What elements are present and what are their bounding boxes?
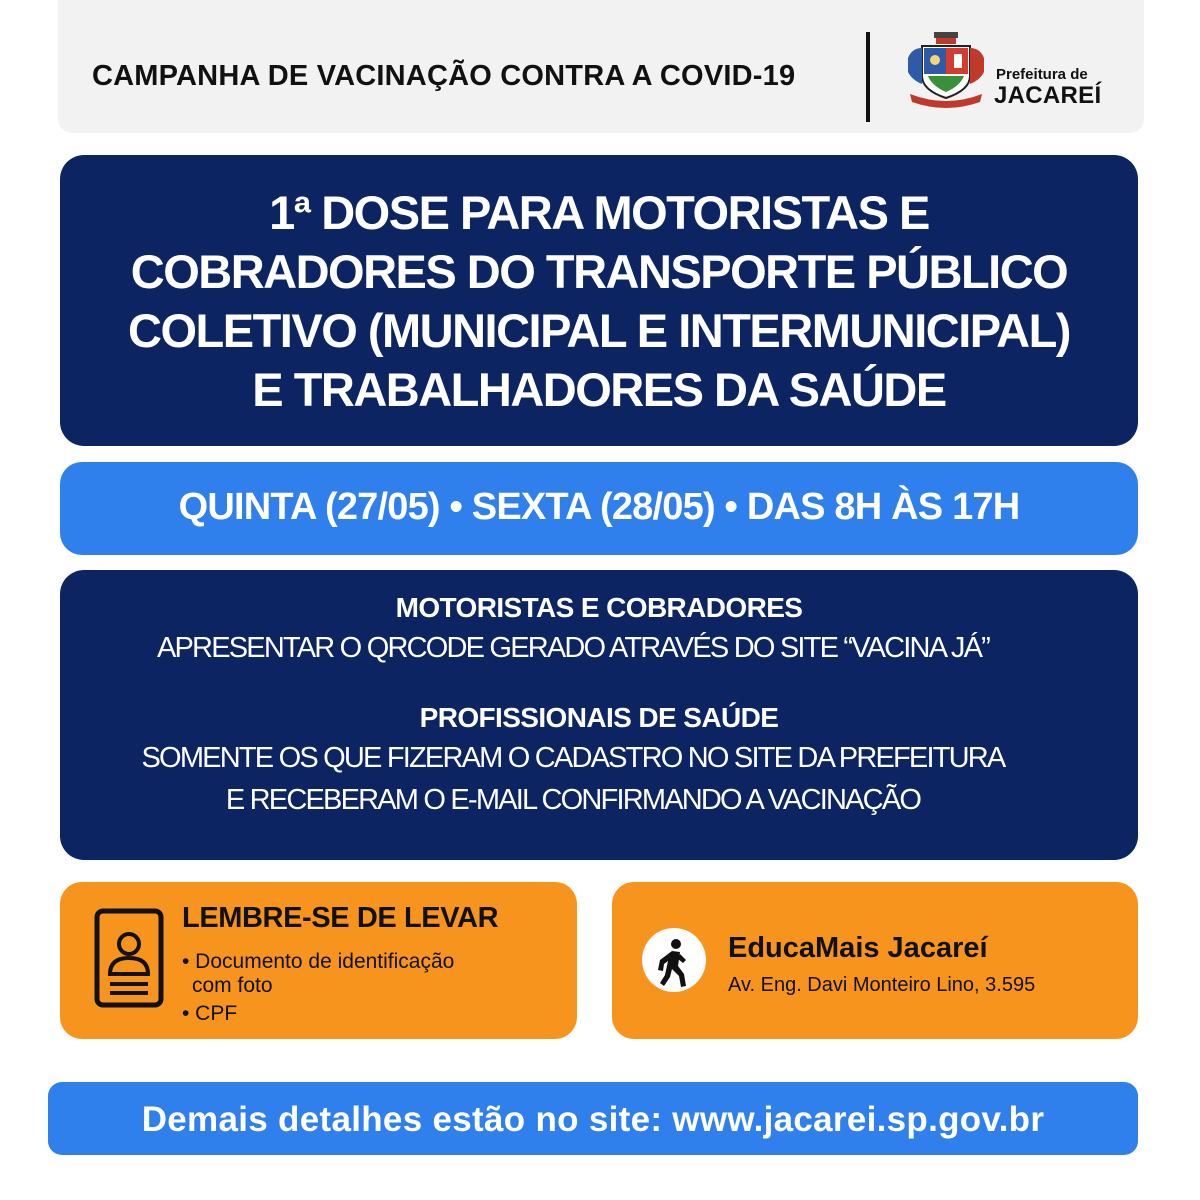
header-divider [866,32,870,122]
campaign-title: CAMPANHA DE VACINAÇÃO CONTRA A COVID-19 [92,60,796,92]
health-heading: PROFISSIONAIS DE SAÚDE [419,702,779,733]
schedule-box [60,462,1138,555]
header-bar [58,0,1144,133]
location-name: EducaMais Jacareí [728,932,988,964]
footer-box [48,1082,1138,1155]
coat-of-arms-icon [904,28,988,108]
drivers-text: APRESENTAR O QRCODE GERADO ATRAVÉS DO SITE “VACINA JÁ” [156,632,990,664]
drivers-heading: MOTORISTAS E COBRADORES [395,592,803,623]
walking-person-icon [642,928,706,992]
prefeitura-logo [904,28,1104,108]
location-box [612,882,1138,1039]
logo-text-prefeitura: Prefeitura de [996,66,1088,83]
requirements-box [60,570,1138,860]
health-text-1: SOMENTE OS QUE FIZERAM O CADASTRO NO SITE DA PREFEITURA [141,742,1005,774]
headline-box [60,155,1138,446]
reminder-item-document-cont: com foto [192,974,273,997]
reminder-item-cpf: • CPF [182,1002,238,1025]
reminder-item-document: • Documento de identificação [182,950,455,973]
schedule-text: QUINTA (27/05) • SEXTA (28/05) • DAS 8H ÀS 17H [178,486,1020,528]
reminder-title: LEMBRE-SE DE LEVAR [182,902,499,934]
logo-text-jacarei: JACAREÍ [994,82,1102,109]
headline-line-3: COLETIVO (MUNICIPAL E INTERMUNICIPAL) [128,304,1070,357]
headline-line-1: 1ª DOSE PARA MOTORISTAS E [269,186,929,239]
headline-text [60,183,1138,419]
location-address: Av. Eng. Davi Monteiro Lino, 3.595 [728,974,1036,996]
headline-line-2: COBRADORES DO TRANSPORTE PÚBLICO [130,245,1068,298]
health-text-2: E RECEBERAM O E-MAIL CONFIRMANDO A VACINAÇÃO [225,784,921,816]
headline-line-4: E TRABALHADORES DA SAÚDE [252,363,946,416]
footer-website-text[interactable]: Demais detalhes estão no site: www.jacarei.sp.gov.br [141,1100,1045,1139]
reminder-box [60,882,577,1039]
id-card-icon [94,908,164,1008]
